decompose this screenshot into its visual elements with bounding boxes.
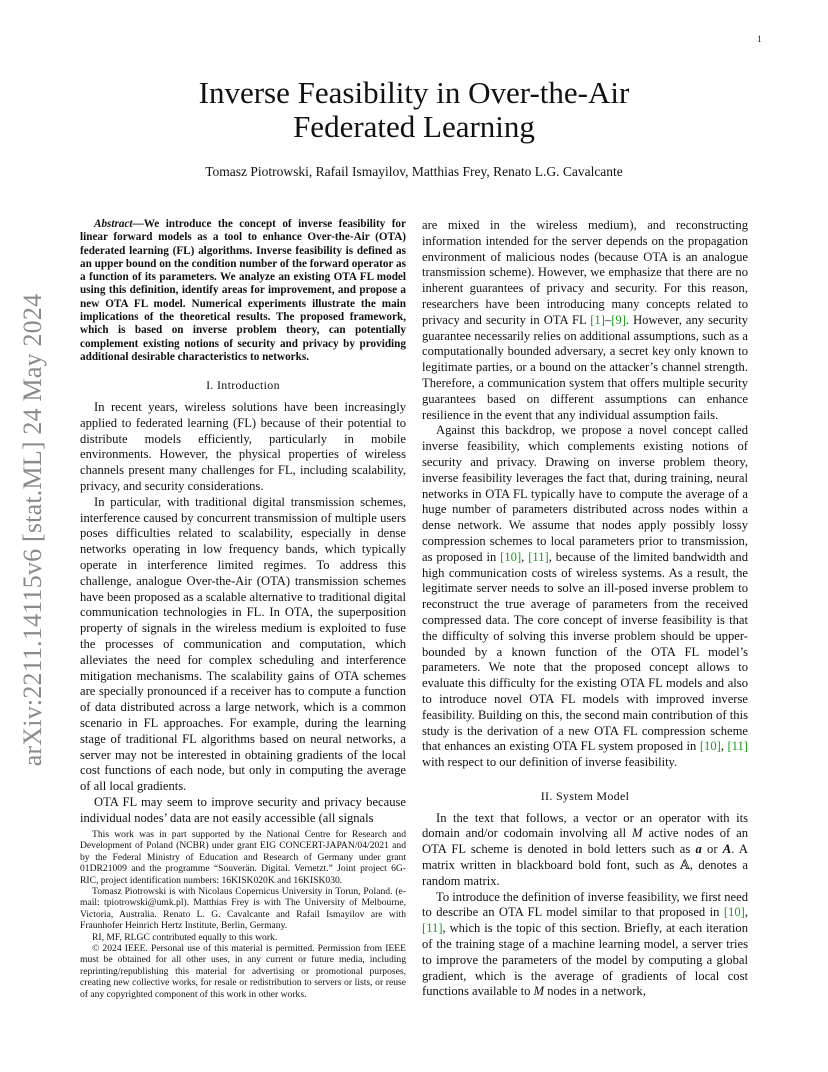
text-span: . A matrix written in blackboard bold font, such as	[422, 842, 749, 873]
citation-link[interactable]: [9]	[611, 312, 626, 327]
math-symbol: 𝔸	[679, 858, 690, 873]
text-span: with respect to our definition of inverse feasibility.	[422, 755, 678, 770]
text-span: ,	[521, 549, 529, 564]
left-column	[80, 218, 406, 827]
intro-paragraph-3: OTA FL may seem to improve security and privacy because individual nodes’ data are not easily accessible (all signals	[80, 794, 406, 825]
footnote-copyright: © 2024 IEEE. Personal use of this material is permitted. Permission from IEEE must be obtained for all other uses, in any current or future media, including reprinting/republishing this material for advertising or promotional purposes, creating new collective works, for resale or redistribution to servers or lists, or reuse of any copyrighted component of this work in other works.	[80, 943, 406, 1000]
title-line-2: Federated Learning	[293, 109, 535, 144]
text-span: nodes in a network,	[544, 984, 646, 999]
right-column	[422, 218, 748, 1000]
math-symbol: M	[632, 826, 643, 841]
arxiv-identifier	[18, 270, 48, 790]
text-span: are mixed in the wireless medium), and reconstructing information intended for the server depends on the propagation environment of malicious nodes (because OTA is an analogue transmission scheme). However, we emphasize that there are no inherent guarantees of privacy and security. For this reason, researchers have been introducing many concepts related to privacy and security in OTA FL	[422, 218, 748, 327]
abstract-label: Abstract	[94, 218, 133, 230]
footnotes	[80, 829, 406, 1000]
page-number: 1	[757, 34, 762, 44]
math-symbol: A	[722, 842, 732, 857]
text-span: In the text that follows, a vector or an operator with its domain and/or codomain involving all	[422, 810, 748, 841]
citation-link[interactable]: [11]	[528, 549, 549, 564]
text-span: . However, any security guarantee necessarily relies on additional assumptions, such as a computationally bounded adversary, a secret key only known to legitimate parties, or a bound on the attacker’s channel strength. Therefore, a communication system that offers multiple security guarantees based on different assumptions can enhance resilience in the event that any individual assumption fails.	[422, 312, 748, 422]
author-list: Tomasz Piotrowski, Rafail Ismayilov, Matthias Frey, Renato L.G. Cavalcante	[205, 164, 623, 179]
footnote-affiliations: Tomasz Piotrowski is with Nicolaus Copernicus University in Torun, Poland. (e-mail: tpiotrowski@umk.pl). Matthias Frey is with The University of Melbourne, Victoria, Australia. Renato L. G. Cavalcante and Rafail Ismayilov are with Fraunhofer Heinrich Hertz Institute, Berlin, Germany.	[80, 886, 406, 932]
text-span: or	[701, 842, 723, 857]
citation-link[interactable]: [10]	[699, 739, 721, 754]
citation-link[interactable]: [10]	[500, 549, 522, 564]
text-span: ,	[720, 739, 728, 754]
right-paragraph-1	[422, 218, 748, 423]
text-span: –	[604, 312, 612, 327]
citation-link[interactable]: [11]	[727, 739, 748, 754]
right-paragraph-2	[422, 423, 748, 771]
text-span: Against this backdrop, we propose a novel concept called inverse feasibility, which complements existing notions of security and privacy. Drawing on inverse problem theory, inverse feasibility leverages the fact that, during training, neural networks in OTA FL typically have to compute the average of a huge number of parameters distributed across nodes within a dense network. We assume that nodes apply possibly lossy compression schemes to local parameters prior to transmission, as proposed in	[422, 423, 748, 564]
math-symbol: M	[533, 984, 545, 999]
title-line-1: Inverse Feasibility in Over-the-Air	[198, 75, 630, 110]
system-paragraph-1	[422, 811, 748, 890]
intro-paragraph-1: In recent years, wireless solutions have been increasingly applied to federated learning (FL) because of their potential to distribute models efficiently, particularly in mobile environments. However, the physical properties of wireless channels present many challenges for FL, including scalability, privacy, and security considerations.	[80, 400, 406, 494]
text-span: ,	[744, 905, 748, 920]
math-symbol: a	[695, 842, 702, 857]
abstract-text: —We introduce the concept of inverse feasibility for linear forward models as a tool to enhance Over-the-Air (OTA) federated learning (FL) algorithms. Inverse feasibility is defined as an upper bound on the condition number of the forward operator as a function of its parameters. We analyze an existing OTA FL model using this definition, identify areas for improvement, and propose a new OTA FL model. Numerical experiments illustrate the main implications of the theoretical results. The proposed framework, which is based on inverse problem theory, can potentially complement existing notions of security and privacy by providing additional desirable characteristics to networks.	[80, 218, 406, 363]
text-span: , denotes a random matrix.	[422, 858, 748, 888]
citation-link[interactable]: [1]	[590, 312, 605, 327]
text-span: active nodes of an OTA FL scheme is denoted in bold letters such as	[422, 826, 748, 857]
abstract	[80, 218, 406, 364]
text-span: To introduce the definition of inverse feasibility, we first need to describe an OTA FL model similar to that proposed in	[422, 889, 748, 920]
text-span: , which is the topic of this section. Briefly, at each iteration of the training stage of a machine learning model, a server tries to improve the parameters of the model by computing a global gradient, which is the average of gradients of local cost functions available to	[422, 921, 748, 999]
system-paragraph-2	[422, 890, 748, 1001]
footnote-contribution: RI, MF, RLGC contributed equally to this work.	[92, 931, 278, 943]
citation-link[interactable]: [10]	[723, 905, 745, 920]
section-heading-introduction: I. Introduction	[206, 378, 280, 393]
section-heading-system-model: II. System Model	[540, 788, 630, 803]
citation-link[interactable]: [11]	[422, 921, 443, 936]
footnote-funding: This work was in part supported by the National Centre for Research and Development of Poland (NCBR) under grant EIG CONCERT-JAPAN/04/2021 and by the Federal Ministry of Education and Research of Germany under grant 01DR21009 and the programme “Souverän. Digital. Vernetzt.” Joint project 6G-RIC, project identification numbers: 16KISK020K and 16KISK030.	[80, 829, 406, 886]
intro-paragraph-2: In particular, with traditional digital transmission schemes, interference caused by concurrent transmission of multiple users poses difficulties related to scalability, especially in dense networks operating in low frequency bands, which typically operate in interference limited regimes. To address this challenge, analogue Over-the-Air (OTA) transmission schemes have been proposed as a scalable alternative to traditional digital communication technologies in FL. In OTA, the superposition property of signals in the wireless medium is exploited to fuse the processes of communication and computation, which alleviates the need for complex scheduling and interference mitigation mechanisms. The scalability gains of OTA schemes are specially pronounced if a receiver has to compute a function of data distributed across a large network, which is a common scenario in FL approaches. For example, during the learning stage of traditional FL algorithms based on neural networks, a server may not be interested in obtaining gradients of the local cost functions of each node, but only in computing the average of all local gradients.	[80, 494, 406, 794]
text-span: , because of the limited bandwidth and high communication costs of wireless systems. As a result, the legitimate server needs to solve an ill-posed inverse problem to reconstruct the true average of parameters from the received compressed data. The core concept of inverse feasibility is that the difficulty of solving this inverse problem should be upper-bounded by a known function of the OTA FL model’s parameters. We note that the proposed concept allows to evaluate this difficulty for the existing OTA FL models and also to introduce novel OTA FL models with improved inverse feasibility. Building on this, the second main contribution of this study is the derivation of a new OTA FL compression scheme that enhances an existing OTA FL system proposed in	[422, 549, 748, 754]
paper-title	[110, 76, 718, 144]
arxiv-identifier-text: arXiv:2211.14115v6 [stat.ML] 24 May 2024	[18, 293, 47, 767]
